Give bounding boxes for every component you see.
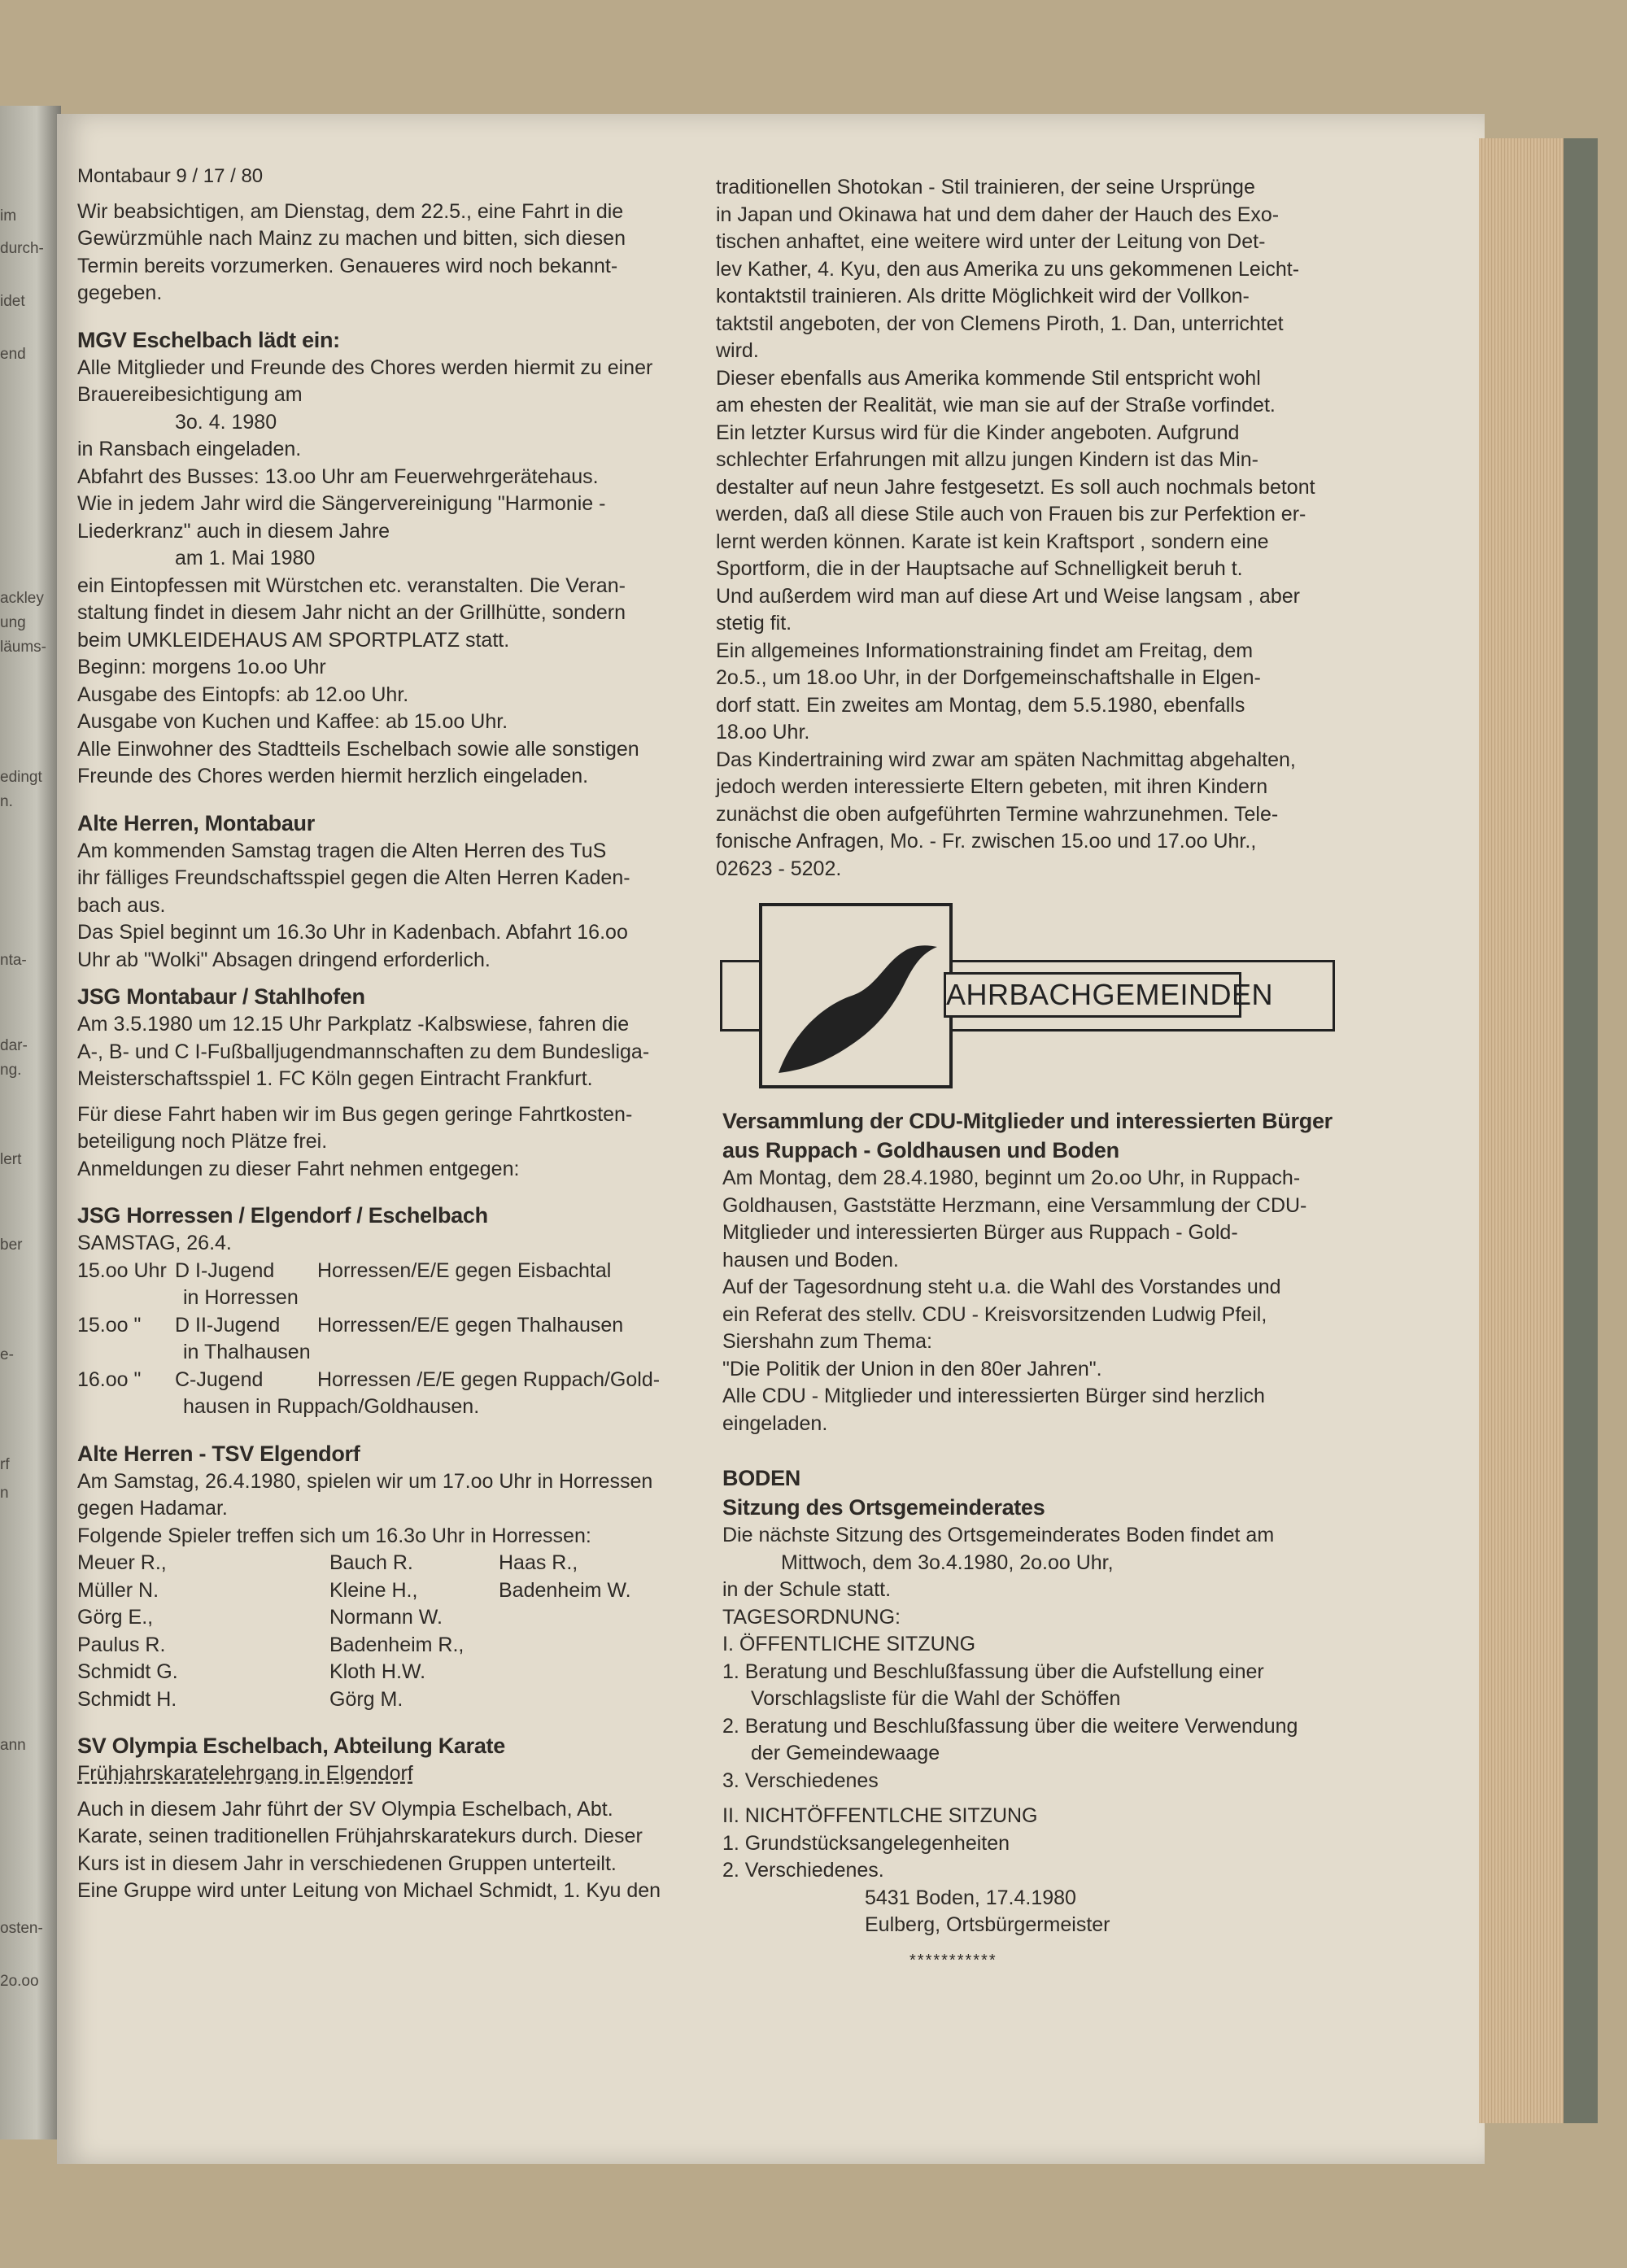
prev-fragment: end (0, 346, 26, 363)
text-line: lev Kather, 4. Kyu, den aus Amerika zu uns gekommenen Leicht- (716, 257, 1300, 281)
text-line: jedoch werden interessierte Eltern gebeten, mit ihren Kindern (716, 775, 1268, 798)
player-name: Paulus R. (77, 1633, 166, 1656)
prev-fragment: ung (0, 614, 26, 631)
text-line: in Ransbach eingeladen. (77, 438, 302, 460)
karate-continued (716, 174, 1367, 883)
prev-fragment: rf (0, 1456, 10, 1473)
text-line: bach aus. (77, 893, 166, 917)
text-line: in der Schule statt. (722, 1578, 892, 1601)
mgv-heading: MGV Eschelbach lädt ein: (77, 327, 340, 352)
player-name: Normann W. (329, 1606, 443, 1629)
text-line: Auch in diesem Jahr führt der SV Olympia Eschelbach, Abt. (77, 1797, 613, 1821)
prev-fragment: n (0, 1485, 9, 1502)
text-line: "Die Politik der Union in den 80er Jahren". (722, 1357, 1102, 1380)
prev-fragment: durch- (0, 240, 44, 257)
ahrbach-river-icon (759, 903, 953, 1088)
text-line: Meisterschaftsspiel 1. FC Köln gegen Eintracht Frankfurt. (77, 1067, 593, 1090)
match-time: 15.oo " (77, 1313, 142, 1337)
text-line: werden, daß all diese Stile auch von Frauen bis zur Perfektion er- (716, 503, 1306, 526)
text-line: 2o.5., um 18.oo Uhr, in der Dorfgemeinschaftshalle in Elgen- (716, 666, 1261, 689)
page-edges (1479, 138, 1568, 2123)
text-line: Am 3.5.1980 um 12.15 Uhr Parkplatz -Kalbswiese, fahren die (77, 1013, 630, 1036)
player-row (77, 1604, 728, 1632)
karate-subtitle: Frühjahrskaratelehrgang in Elgendorf (77, 1762, 413, 1785)
text-line: stetig fit. (716, 612, 792, 635)
text-line: Mitglieder und interessierten Bürger aus Ruppach - Gold- (722, 1221, 1238, 1244)
text-line: Beginn: morgens 1o.oo Uhr (77, 656, 326, 678)
player-row (77, 1550, 728, 1577)
text-line: Eine Gruppe wird unter Leitung von Michael Schmidt, 1. Kyu den (77, 1879, 661, 1902)
match-opponent: Horressen/E/E gegen Eisbachtal (317, 1258, 612, 1282)
player-name: Bauch R. (329, 1551, 413, 1574)
intro-paragraph (77, 198, 728, 307)
left-column (77, 163, 728, 1905)
text-line: lernt werden können. Karate ist kein Kraftsport , sondern eine (716, 530, 1269, 553)
prev-fragment: läums- (0, 639, 47, 656)
text-line: Wie in jedem Jahr wird die Sängervereinigung "Harmonie - (77, 492, 606, 515)
banner-label: AHRBACHGEMEINDEN (944, 972, 1241, 1018)
player-row (77, 1686, 728, 1714)
text-line: zunächst die oben aufgeführten Termine wahrzunehmen. Tele- (716, 802, 1279, 826)
match-time: 16.oo " (77, 1367, 142, 1391)
agenda-heading: TAGESORDNUNG: (722, 1605, 901, 1629)
text-line: hausen und Boden. (722, 1248, 899, 1271)
text-line: Karate, seinen traditionellen Frühjahrskaratekurs durch. Dieser (77, 1825, 643, 1847)
agenda-item-cont: Vorschlagsliste für die Wahl der Schöffen (751, 1687, 1121, 1710)
match-team: C-Jugend (175, 1367, 264, 1391)
text-line: in Thalhausen (183, 1341, 311, 1363)
prev-fragment: dar- (0, 1037, 28, 1054)
text-line: Liederkranz" auch in diesem Jahre (77, 519, 390, 543)
agenda-section: I. ÖFFENTLICHE SITZUNG (722, 1633, 976, 1655)
match-time: 15.oo Uhr (77, 1258, 167, 1282)
prev-fragment: e- (0, 1346, 14, 1363)
text-line: Mittwoch, dem 3o.4.1980, 2o.oo Uhr, (781, 1551, 1114, 1574)
match-row (77, 1312, 728, 1340)
text-line: Brauereibesichtigung am (77, 383, 303, 406)
right-column (716, 174, 1367, 883)
match-team: D II-Jugend (175, 1313, 281, 1337)
player-name: Kloth H.W. (329, 1660, 426, 1683)
text-line: dorf statt. Ein zweites am Montag, dem 5.5.1980, ebenfalls (716, 693, 1245, 717)
text-line: Alle CDU - Mitglieder und interessierten Bürger sind herzlich (722, 1385, 1265, 1407)
match-opponent: Horressen/E/E gegen Thalhausen (317, 1313, 624, 1337)
text-line: Am Samstag, 26.4.1980, spielen wir um 17.oo Uhr in Horressen (77, 1469, 653, 1493)
text-line: 18.oo Uhr. (716, 721, 810, 744)
player-name: Badenheim R., (329, 1633, 465, 1656)
text-line: Ein allgemeines Informationstraining findet am Freitag, dem (716, 639, 1254, 662)
prev-fragment: 2o.oo (0, 1973, 39, 1990)
prev-fragment: ann (0, 1737, 26, 1754)
cdu-heading-2: aus Ruppach - Goldhausen und Boden (722, 1138, 1119, 1162)
match-team: D I-Jugend (175, 1258, 275, 1282)
text-line: Sportform, die in der Hauptsache auf Schnelligkeit beruh t. (716, 557, 1243, 580)
prev-fragment: ng. (0, 1062, 22, 1079)
match-opponent: Horressen /E/E gegen Ruppach/Gold- (317, 1367, 661, 1391)
text-line: Freunde des Chores werden hiermit herzlich eingeladen. (77, 765, 589, 787)
text-line: staltung findet in diesem Jahr nicht an der Grillhütte, sondern (77, 601, 626, 624)
boden-subheading: Sitzung des Ortsgemeinderates (722, 1495, 1045, 1520)
signature-name: Eulberg, Ortsbürgermeister (865, 1913, 1110, 1936)
agenda-item: 1. Beratung und Beschlußfassung über die Aufstellung einer (722, 1660, 1264, 1683)
text-line: 02623 - 5202. (716, 857, 842, 880)
text-line: Und außerdem wird man auf diese Art und Weise langsam , aber (716, 584, 1300, 608)
player-name: Müller N. (77, 1578, 159, 1602)
text-line: kontaktstil trainieren. Als dritte Möglichkeit wird der Vollkon- (716, 285, 1250, 307)
text-line: gegeben. (77, 281, 163, 304)
boden-heading: BODEN (722, 1466, 801, 1490)
player-name: Schmidt G. (77, 1660, 178, 1683)
prev-fragment: idet (0, 293, 25, 310)
right-column-lower (722, 1106, 1373, 1974)
agenda-item: 3. Verschiedenes (722, 1769, 879, 1792)
prev-fragment: im (0, 207, 17, 225)
player-name: Schmidt H. (77, 1687, 177, 1711)
player-row (77, 1632, 728, 1660)
text-line: 3o. 4. 1980 (175, 410, 277, 434)
text-line: in Horressen (183, 1286, 299, 1309)
text-line: Am Montag, dem 28.4.1980, beginnt um 2o.oo Uhr, in Ruppach- (722, 1167, 1301, 1189)
player-row (77, 1577, 728, 1605)
text-line: ein Eintopfessen mit Würstchen etc. veranstalten. Die Veran- (77, 574, 626, 597)
text-line: in Japan und Okinawa hat und dem daher der Hauch des Exo- (716, 203, 1280, 226)
text-line: Ausgabe von Kuchen und Kaffee: ab 15.oo Uhr. (77, 710, 508, 733)
text-line: Dieser ebenfalls aus Amerika kommende Stil entspricht wohl (716, 366, 1261, 390)
agenda-item-cont: der Gemeindewaage (751, 1742, 940, 1764)
text-line: wird. (716, 339, 759, 362)
text-line: schlechter Erfahrungen mit allzu jungen Kindern ist das Min- (716, 448, 1259, 471)
agenda-item: 2. Verschiedenes. (722, 1859, 884, 1882)
text-line: beim UMKLEIDEHAUS AM SPORTPLATZ statt. (77, 628, 510, 652)
player-name: Kleine H., (329, 1578, 418, 1602)
text-line: Siershahn zum Thema: (722, 1330, 932, 1353)
text-line: tischen anhaftet, eine weitere wird unter der Leitung von Det- (716, 230, 1266, 253)
text-line: Folgende Spieler treffen sich um 16.3o Uhr in Horressen: (77, 1524, 591, 1547)
player-name: Görg E., (77, 1606, 154, 1629)
text-line: Alle Einwohner des Stadtteils Eschelbach sowie alle sonstigen (77, 737, 639, 761)
text-line: Uhr ab "Wolki" Absagen dringend erforderlich. (77, 948, 491, 971)
text-line: destalter auf neun Jahre festgesetzt. Es soll auch nochmals betont (716, 475, 1315, 499)
text-line: Die nächste Sitzung des Ortsgemeinderates Boden findet am (722, 1524, 1275, 1546)
prev-fragment: lert (0, 1151, 22, 1168)
text-line: Gewürzmühle nach Mainz zu machen und bitten, sich diesen (77, 227, 626, 250)
jsg-horressen-heading: JSG Horressen / Elgendorf / Eschelbach (77, 1203, 488, 1228)
text-line: Kurs ist in diesem Jahr in verschiedenen Gruppen unterteilt. (77, 1851, 617, 1875)
text-line: taktstil angeboten, der von Clemens Piroth, 1. Dan, unterrichtet (716, 312, 1284, 335)
prev-fragment: ber (0, 1236, 23, 1254)
text-line: A-, B- und C I-Fußballjugendmannschaften zu dem Bundesliga- (77, 1040, 650, 1063)
text-line: Goldhausen, Gaststätte Herzmann, eine Versammlung der CDU- (722, 1193, 1307, 1217)
agenda-item: 1. Grundstücksangelegenheiten (722, 1831, 1010, 1855)
agenda-item: 2. Beratung und Beschlußfassung über die weitere Verwendung (722, 1714, 1298, 1738)
book-cover (1564, 138, 1598, 2123)
text-line: Wir beabsichtigen, am Dienstag, dem 22.5., eine Fahrt in die (77, 199, 624, 223)
text-line: am 1. Mai 1980 (175, 547, 316, 569)
text-line: Anmeldungen zu dieser Fahrt nehmen entgegen: (77, 1157, 520, 1180)
prev-fragment: ackley (0, 590, 44, 607)
text-line: hausen in Ruppach/Goldhausen. (183, 1395, 480, 1418)
player-row (77, 1659, 728, 1686)
player-name: Haas R., (499, 1551, 578, 1574)
text-line: Ausgabe des Eintopfs: ab 12.oo Uhr. (77, 683, 409, 706)
text-line: gegen Hadamar. (77, 1497, 228, 1520)
text-line: Am kommenden Samstag tragen die Alten Herren des TuS (77, 839, 607, 862)
page-header: Montabaur 9 / 17 / 80 (77, 165, 264, 187)
text-line: Ein letzter Kursus wird für die Kinder angeboten. Aufgrund (716, 421, 1240, 444)
text-line: SAMSTAG, 26.4. (77, 1232, 232, 1254)
prev-fragment: n. (0, 793, 13, 810)
section-divider: *********** (909, 1951, 997, 1969)
prev-fragment: edingt (0, 769, 42, 786)
text-line: fonische Anfragen, Mo. - Fr. zwischen 15.oo und 17.oo Uhr., (716, 830, 1257, 853)
player-name: Badenheim W. (499, 1578, 631, 1602)
signature-place-date: 5431 Boden, 17.4.1980 (865, 1886, 1076, 1909)
cdu-heading: Versammlung der CDU-Mitglieder und interessierten Bürger (722, 1109, 1333, 1133)
text-line: beteiligung noch Plätze frei. (77, 1130, 328, 1153)
prev-fragment: osten- (0, 1920, 43, 1937)
text-line: eingeladen. (722, 1411, 828, 1435)
player-list (77, 1550, 728, 1713)
player-name: Görg M. (329, 1687, 403, 1711)
text-line: ein Referat des stellv. CDU - Kreisvorsitzenden Ludwig Pfeil, (722, 1302, 1267, 1326)
text-line: Auf der Tagesordnung steht u.a. die Wahl des Vorstandes und (722, 1276, 1281, 1298)
karate-heading: SV Olympia Eschelbach, Abteilung Karate (77, 1734, 505, 1758)
text-line: traditionellen Shotokan - Stil trainieren, der seine Ursprünge (716, 176, 1255, 198)
text-line: am ehesten der Realität, wie man sie auf der Straße vorfindet. (716, 394, 1276, 417)
text-line: Termin bereits vorzumerken. Genaueres wird noch bekannt- (77, 254, 618, 277)
jsg-montabaur-heading: JSG Montabaur / Stahlhofen (77, 984, 365, 1009)
text-line: Alle Mitglieder und Freunde des Chores werden hiermit zu einer (77, 355, 653, 379)
text-line: ihr fälliges Freundschaftsspiel gegen die Alten Herren Kaden- (77, 866, 630, 889)
alte-herren-montabaur-heading: Alte Herren, Montabaur (77, 810, 315, 835)
text-line: Für diese Fahrt haben wir im Bus gegen geringe Fahrtkosten- (77, 1102, 633, 1126)
player-name: Meuer R., (77, 1551, 167, 1574)
binding-left (0, 106, 61, 2139)
text-line: Abfahrt des Busses: 13.oo Uhr am Feuerwehrgerätehaus. (77, 465, 599, 488)
text-line: Das Kindertraining wird zwar am späten Nachmittag abgehalten, (716, 748, 1296, 771)
alte-herren-elgendorf-heading: Alte Herren - TSV Elgendorf (77, 1441, 360, 1466)
text-line: Das Spiel beginnt um 16.3o Uhr in Kadenbach. Abfahrt 16.oo (77, 921, 628, 944)
match-row (77, 1258, 728, 1285)
prev-fragment: nta- (0, 952, 27, 969)
match-row (77, 1367, 728, 1394)
agenda-section: II. NICHTÖFFENTLCHE SITZUNG (722, 1804, 1038, 1827)
ahrbachgemeinden-banner (720, 903, 1334, 1090)
